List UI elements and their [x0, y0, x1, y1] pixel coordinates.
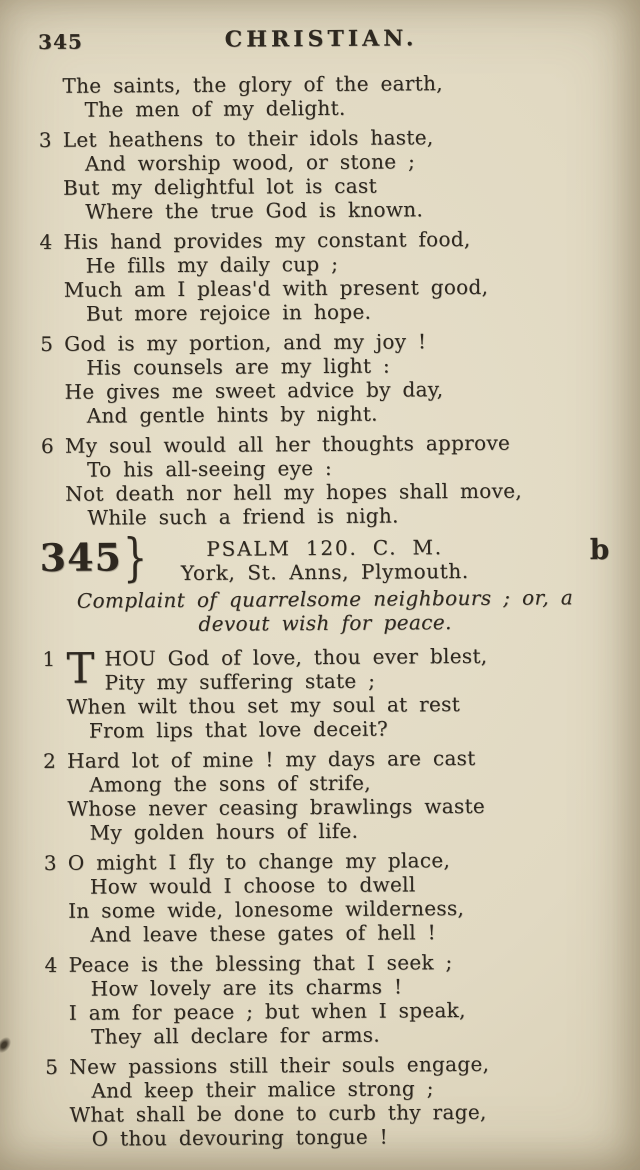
verse-line: Much am I pleas'd with present good, [63, 274, 489, 302]
verse-line: And keep their malice strong ; [91, 1076, 434, 1103]
verse-line: And leave these gates of hell ! [90, 920, 436, 947]
verse [42, 847, 613, 947]
verse-line: But my delightful lot is cast [63, 173, 377, 200]
verse-number: 4 [39, 229, 53, 254]
running-title: CHRISTIAN. [224, 25, 418, 53]
verse-line: To his all-seeing eye : [87, 455, 333, 482]
continuation-verses [37, 124, 610, 530]
verse-line: Among the sons of strife, [89, 770, 371, 797]
verse-line: Whose never ceasing brawlings waste [67, 793, 486, 821]
page-number: 345 [38, 29, 83, 54]
verse-line: Peace is the blessing that I seek ; [68, 950, 453, 977]
verse-line: Not death nor hell my hopes shall move, [65, 478, 523, 506]
verse [37, 226, 608, 326]
drop-cap: T [66, 643, 95, 693]
verse-number: 3 [43, 850, 57, 875]
verse-line: The saints, the glory of the earth, [62, 71, 443, 98]
verse-line: His counsels are my light : [86, 353, 391, 380]
verse-number: 5 [45, 1054, 59, 1079]
verse-number: 5 [40, 331, 54, 356]
verse-line: How would I choose to dwell [89, 872, 416, 899]
hymn-number-group [39, 527, 148, 588]
verse-number: 1 [42, 646, 56, 671]
page-header [36, 24, 606, 54]
hymn-subtitle [40, 585, 610, 637]
verse-line: The men of my delight. [84, 95, 346, 122]
verse-line: Hard lot of mine ! my days are cast [67, 745, 476, 773]
psalm-verses [40, 643, 614, 1151]
verse-number: 2 [43, 748, 57, 773]
subtitle-line: devout wish for peace. [198, 610, 452, 636]
verse-line: My soul would all her thoughts approve [64, 430, 511, 458]
verse-number: 6 [40, 433, 55, 458]
tune-names: York, St. Anns, Plymouth. [180, 558, 469, 585]
verse-line: HOU God of love, thou ever blest, [104, 643, 488, 671]
verse-line: My golden hours of life. [89, 818, 359, 845]
brace-glyph: } [122, 527, 148, 588]
verse-line: While such a friend is nigh. [87, 503, 399, 530]
verse-line: His hand provides my constant food, [63, 226, 471, 254]
hymn-text-block [36, 70, 614, 1151]
verse-line: He gives me sweet advice by day, [64, 377, 444, 404]
ink-spot [0, 1034, 14, 1056]
verse [39, 430, 610, 530]
verse-line: Let heathens to their idols haste, [62, 125, 434, 152]
verse-line: God is my portion, and my joy ! [64, 329, 427, 356]
verse-line: O might I fly to change my place, [67, 848, 451, 875]
verse-line: What shall be done to curb thy rage, [69, 1099, 487, 1127]
hymn-number: 345 [39, 534, 123, 580]
verse [43, 1051, 614, 1151]
verse-line: And worship wood, or stone ; [84, 149, 416, 176]
verse [38, 328, 609, 428]
verse-line: But more rejoice in hope. [85, 299, 372, 326]
continuation-tail [36, 70, 606, 122]
verse-line: He fills my daily cup ; [85, 251, 339, 278]
verse [37, 124, 608, 224]
scanned-text-area [36, 24, 614, 1151]
hymn-heading [39, 527, 611, 637]
key-signature: b [589, 532, 610, 567]
verse-line: I am for peace ; but when I speak, [68, 998, 466, 1025]
verse-line: From lips that love deceit? [88, 716, 389, 743]
verse-line: Pity my suffering state ; [104, 668, 376, 695]
subtitle-line: Complaint of quarrelsome neighbours ; or, a [76, 585, 574, 613]
verse-line: Where the true God is known. [85, 197, 424, 224]
verse-line: When wilt thou set my soul at rest [66, 692, 461, 719]
verse [40, 643, 611, 743]
verse-line: New passions still their souls engage, [69, 1051, 490, 1079]
psalm-title: PSALM 120. C. M. [206, 535, 444, 561]
verse-number: 3 [38, 127, 52, 152]
verse-line: They all declare for arms. [90, 1022, 381, 1049]
verse [41, 745, 612, 845]
verse-line: O thou devouring tongue ! [91, 1124, 389, 1151]
verse-line: How lovely are its charms ! [90, 974, 403, 1001]
verse [42, 949, 613, 1049]
verse-line: And gentle hints by night. [86, 401, 378, 428]
verse-number: 4 [44, 952, 58, 977]
verse-line: In some wide, lonesome wilderness, [68, 896, 465, 923]
